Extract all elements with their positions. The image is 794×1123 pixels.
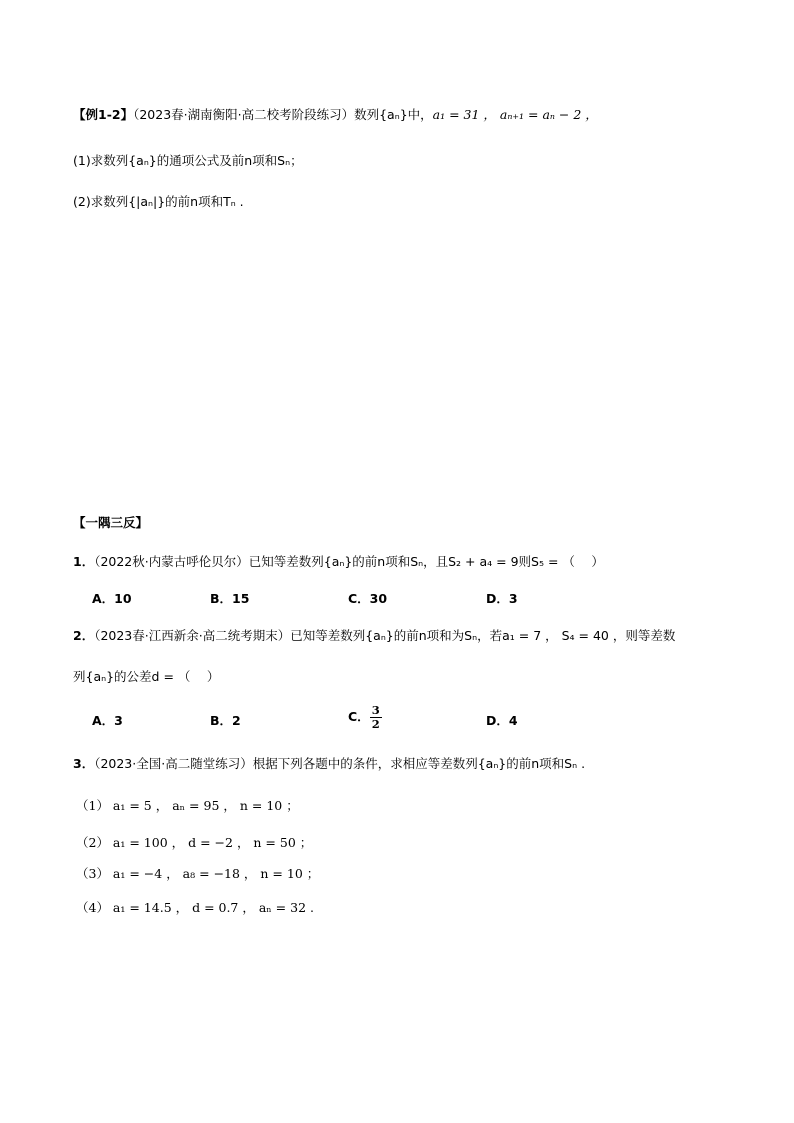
fraction-denominator: 2 (371, 717, 380, 731)
problem-1-option-b: B．15 (210, 591, 250, 606)
example-stem-text: 数列{aₙ}中， (354, 107, 433, 122)
problem-2-option-d: D．4 (486, 713, 518, 728)
problem-1-option-a: A．10 (92, 591, 132, 606)
problem-2-number: 2． (73, 628, 95, 643)
problem-3-item-2: （2） a₁ = 100 ， d = −2 ， n = 50 ； (76, 835, 313, 850)
fraction-numerator: 3 (371, 703, 380, 717)
example-tag: 【例1-2】 (73, 107, 134, 122)
problem-2-line-1 (73, 627, 675, 645)
example-stem-math: a₁ = 31 ， aₙ₊₁ = aₙ − 2 ， (432, 107, 598, 122)
problem-3-item-3: （3） a₁ = −4 ， a₈ = −18 ， n = 10 ； (76, 866, 320, 881)
problem-2-option-c-fraction (370, 704, 382, 731)
problem-1-number: 1． (73, 554, 95, 569)
problem-3 (73, 755, 585, 773)
problem-2-line-2: 列{aₙ}的公差d = （ ） (73, 669, 220, 684)
problem-2-option-c-label: C． (348, 709, 370, 724)
problem-3-item-1: （1） a₁ = 5 ， aₙ = 95 ， n = 10 ； (76, 798, 299, 813)
problem-1 (73, 553, 604, 571)
problem-1-option-d: D．3 (486, 591, 518, 606)
problem-2-text-line-1: （2023春·江西新余·高二统考期末）已知等差数列{aₙ}的前n项和为Sₙ，若a₁ = 7 ， S₄ = 40 ，则等差数 (94, 628, 676, 643)
example-question-1: (1)求数列{aₙ}的通项公式及前n项和Sₙ； (73, 153, 303, 168)
problem-2-option-b: B．2 (210, 713, 241, 728)
example-source: （2023春·湖南衡阳·高二校考阶段练习） (133, 107, 355, 122)
example-question-2: (2)求数列{|aₙ|}的前n项和Tₙ . (73, 194, 244, 209)
problem-2-option-a: A．3 (92, 713, 123, 728)
problem-3-text: （2023·全国·高二随堂练习）根据下列各题中的条件，求相应等差数列{aₙ}的前n项和Sₙ . (94, 756, 586, 771)
problem-1-text: （2022秋·内蒙古呼伦贝尔）已知等差数列{aₙ}的前n项和Sₙ，且S₂ + a₄ = 9则S₅ = （ ） (94, 554, 604, 569)
problem-3-item-4: （4） a₁ = 14.5 ， d = 0.7 ， aₙ = 32 . (76, 900, 314, 915)
practice-header: 【一隅三反】 (73, 515, 149, 530)
problem-3-number: 3． (73, 756, 95, 771)
example-stem (73, 106, 598, 124)
problem-2-option-c (348, 704, 382, 731)
problem-1-option-c: C．30 (348, 591, 388, 606)
